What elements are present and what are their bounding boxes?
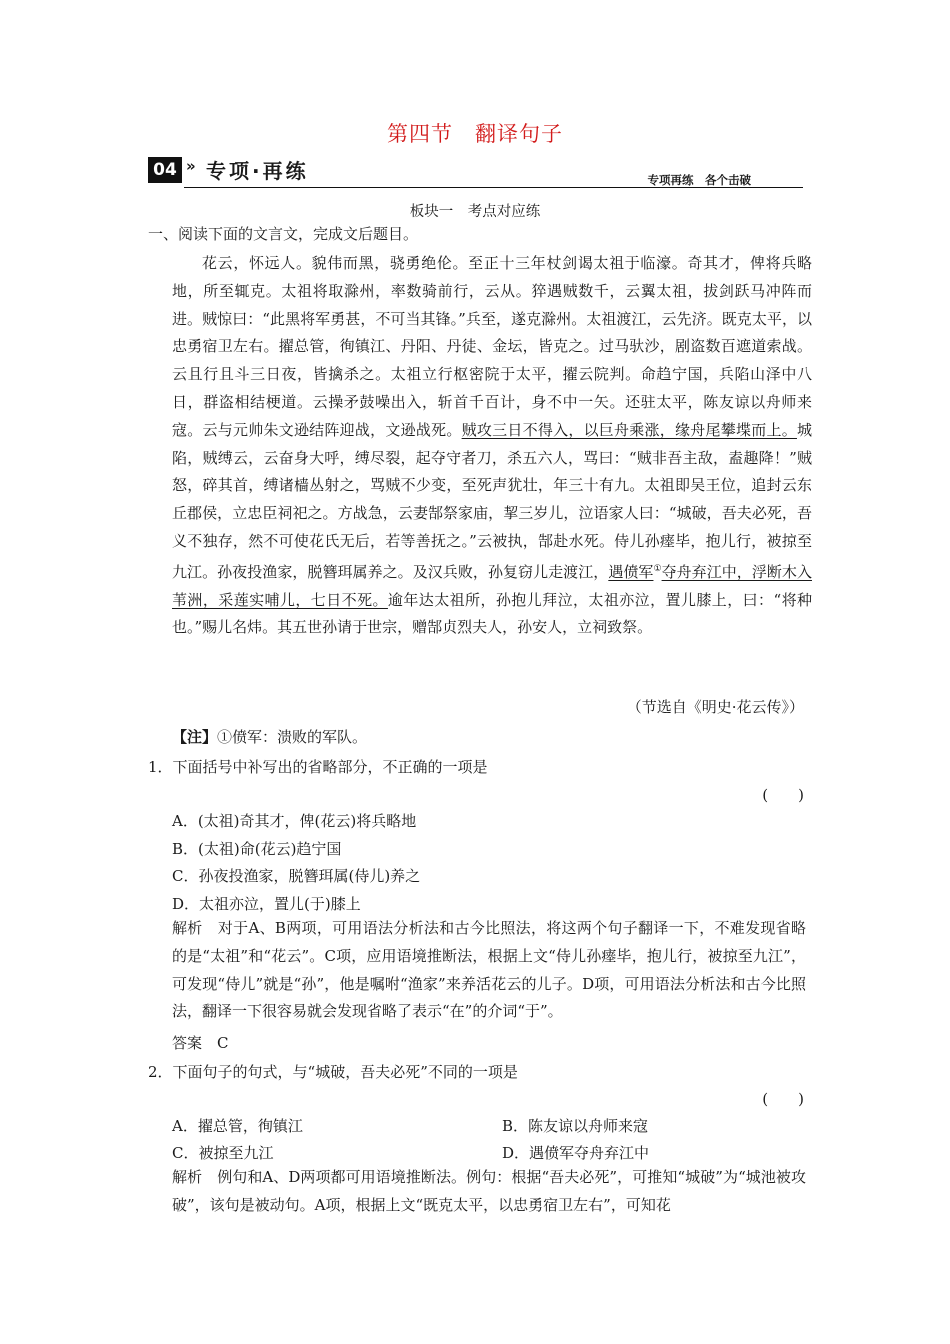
q1-option-c: C．孙夜投渔家，脱簪珥属(侍儿)养之 (172, 867, 421, 885)
instruction: 一、阅读下面的文言文，完成文后题目。 (148, 225, 419, 243)
q2-answer-blank: ( ) (762, 1090, 804, 1108)
q1-answer: 答案 C (172, 1034, 229, 1052)
passage-paragraph (172, 250, 812, 642)
passage (172, 250, 812, 642)
footnote-marker: ① (653, 563, 662, 574)
page-title: 第四节 翻译句子 (387, 122, 563, 146)
q1-option-d: D．太祖亦泣，置儿(于)膝上 (172, 895, 361, 913)
q2-analysis: 解析 例句和A、D两项都可用语境推断法。例句：根据“吾夫必死”，可推知“城破”为“城池被攻破”，该句是被动句。A项，根据上文“既克太平，以忠勇宿卫左右”，可知花 (172, 1168, 806, 1214)
q2-option-d: D．遇偾军夺舟弃江中 (502, 1144, 650, 1162)
q1-option-a: A．(太祖)奇其才，俾(花云)将兵略地 (172, 812, 417, 830)
note (172, 726, 367, 747)
banner-number: 04 (148, 157, 182, 183)
section-banner (148, 153, 803, 189)
note-label: 【注】 (172, 728, 218, 746)
underlined-sentence-2a: 遇偾军 (608, 562, 654, 581)
underlined-sentence-1: 贼攻三日不得入，以巨舟乘涨，缘舟尾攀堞而上。 (461, 420, 797, 439)
note-text: ①偾军：溃败的军队。 (217, 728, 368, 746)
passage-text: 花云，怀远人。貌伟而黑，骁勇绝伦。至正十三年杖剑谒太祖于临濠。奇其才，俾将兵略地，所至辄克。太祖将取滁州，率数骑前行，云从。猝遇贼数千，云翼太祖，拔剑跃马冲阵而进。贼惊曰：“此黑将军勇甚，不可当其锋。”兵至，遂克滁州。太祖渡江，云先济。既克太平，以忠勇宿卫左右。擢总管，徇镇江、丹阳、丹徒、金坛，皆克之。过马驮沙，剧盗数百遮道索战。云且行且斗三日夜，皆擒杀之。太祖立行枢密院于太平，擢云院判。命趋宁国，兵陷山泽中八日，群盗相结梗道。云操矛鼓噪出入，斩首千百计，身不中一矢。还驻太平，陈友谅以舟师来寇。云与元帅朱文逊结阵迎战，文逊战死。 (172, 254, 812, 439)
section-title: 板块一 考点对应练 (409, 204, 541, 220)
q1-analysis: 解析 对于A、B两项，可用语法分析法和古今比照法，将这两个句子翻译一下，不难发现省略的是“太祖”和“花云”。C项，应用语境推断法，根据上文“侍儿孙瘗毕，抱儿行，被掠至九江”，可发现“侍儿”就是“孙”，他是嘱咐“渔家”来养活花云的儿子。D项，可用语法分析法和古今比照法，翻译一下很容易就会发现省略了表示“在”的介词“于”。 (172, 919, 806, 1021)
banner-title: 专项·再练 (206, 159, 309, 183)
underlined-sentence-2b: 夺舟弃江中，浮断木入苇洲，采莲实哺儿，七日不死。 (172, 562, 812, 609)
q2-option-a: A．擢总管，徇镇江 (172, 1117, 303, 1135)
banner-arrows: » (186, 157, 196, 175)
q2-stem: 2．下面句子的句式，与“城破，吾夫必死”不同的一项是 (148, 1063, 518, 1081)
q2-option-b: B．陈友谅以舟师来寇 (502, 1117, 649, 1135)
q1-option-b: B．(太祖)命(花云)趋宁国 (172, 840, 342, 858)
passage-text-tail: 城陷，贼缚云，云奋身大呼，缚尽裂，起夺守者刀，杀五六人，骂曰：“贼非吾主敌，盍趣降！”贼怒，碎其首，缚诸樯丛射之，骂贼不少变，至死声犹壮，年三十有九。太祖即吴王位，追封云东丘郡侯，立忠臣祠祀之。方战急，云妻郜祭家庙，挈三岁儿，泣语家人曰：“城破，吾夫必死，吾义不独存，然不可使花氏无后，若等善抚之。”云被执，郜赴水死。侍儿孙瘗毕，抱儿行，被掠至九江。孙夜投渔家，脱簪珥属养之。及汉兵败，孙复窃儿走渡江， (172, 420, 812, 581)
q2-option-c: C．被掠至九江 (172, 1144, 274, 1162)
banner-rule (184, 187, 803, 188)
banner-subtitle: 专项再练 各个击破 (647, 173, 751, 187)
q1-answer-blank: ( ) (762, 786, 804, 804)
source-citation: （节选自《明史·花云传》） (626, 698, 804, 716)
q1-stem: 1．下面括号中补写出的省略部分，不正确的一项是 (148, 758, 488, 776)
passage-text-end: 逾年达太祖所，孙抱儿拜泣，太祖亦泣，置儿膝上，曰：“将种也。”赐儿名炜。其五世孙请于世宗，赠郜贞烈夫人，孙安人，立祠致祭。 (172, 590, 812, 637)
